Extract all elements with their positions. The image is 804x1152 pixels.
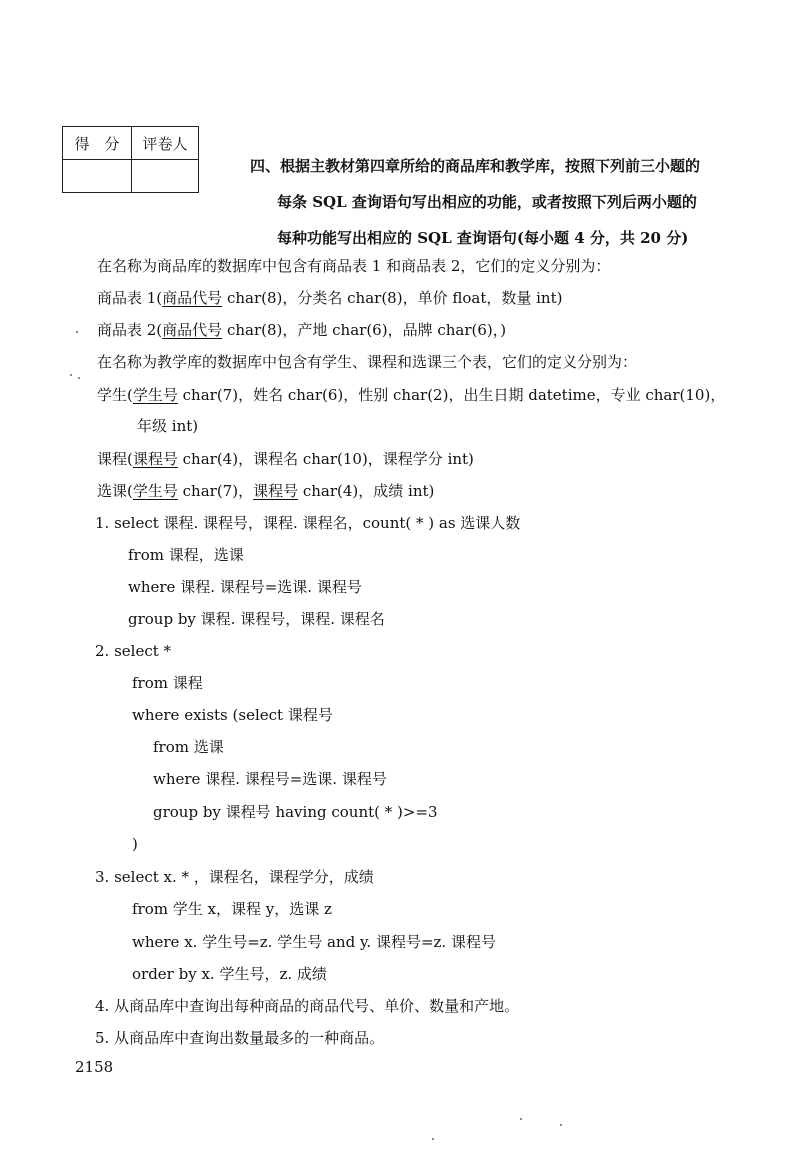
q1-line-3: where 课程. 课程号=选课. 课程号 [128,578,362,596]
q3-line-1: 3. select x. * ，课程名，课程学分，成绩 [95,868,374,886]
q3-line-4: order by x. 学生号，z. 成绩 [132,965,327,983]
course-table-def [97,449,474,469]
q2-line-5: where 课程. 课程号=选课. 课程号 [153,770,387,788]
q2-line-7: ) [132,835,138,853]
student-table-cont: 年级 int) [137,417,199,435]
score-cell [63,160,132,193]
q2-line-6: group by 课程号 having count( * )>=3 [153,803,438,821]
scan-speck [432,1138,434,1140]
grader-cell [132,160,199,193]
table1-prefix: 商品表 1( [97,289,163,307]
scan-speck [560,1124,562,1126]
course-key: 课程号 [132,450,178,468]
selection-rest: char(4)，成绩 int) [298,482,435,500]
heading-line-2: 每条 SQL 查询语句写出相应的功能，或者按照下列后两小题的 [277,193,697,211]
q5-text: 5. 从商品库中查询出数量最多的一种商品。 [95,1029,385,1047]
scan-speck [78,377,80,379]
q1-line-1: 1. select 课程. 课程号，课程. 课程名，count( * ) as 选课人数 [95,514,521,532]
q1-line-2: from 课程，选课 [128,546,244,564]
q3-line-2: from 学生 x，课程 y，选课 z [132,900,332,918]
heading-line-3: 每种功能写出相应的 SQL 查询语句(每小题 4 分，共 20 分) [277,229,689,247]
table2-rest: char(8)，产地 char(6)，品牌 char(6)，) [222,321,507,339]
q2-line-2: from 课程 [132,674,203,692]
q2-line-1: 2. select * [95,642,172,660]
q3-line-3: where x. 学生号=z. 学生号 and y. 课程号=z. 课程号 [132,933,496,951]
course-prefix: 课程( [97,450,133,468]
table2-key: 商品代号 [162,321,223,339]
page-number: 2158 [75,1058,114,1076]
table1-key: 商品代号 [162,289,223,307]
student-rest: char(7)，姓名 char(6)，性别 char(2)，出生日期 datetime，专业 char(10)， [177,386,726,404]
scan-speck [76,331,78,333]
selection-key-1: 学生号 [132,482,178,500]
score-label: 得 分 [63,127,132,160]
q1-line-4: group by 课程. 课程号，课程. 课程名 [128,610,385,628]
intro-goods-db: 在名称为商品库的数据库中包含有商品表 1 和商品表 2，它们的定义分别为： [97,257,611,275]
selection-prefix: 选课( [97,482,133,500]
grader-label: 评卷人 [132,127,199,160]
goods-table-1-def [97,288,562,308]
heading-line-1: 四、根据主教材第四章所给的商品库和教学库，按照下列前三小题的 [250,157,701,175]
scan-speck [520,1118,522,1120]
section-heading [250,148,750,256]
selection-key-2: 课程号 [253,482,299,500]
intro-teaching-db: 在名称为教学库的数据库中包含有学生、课程和选课三个表，它们的定义分别为： [97,353,638,371]
student-key: 学生号 [132,386,178,404]
q2-line-4: from 选课 [153,738,224,756]
student-table-def [97,385,725,405]
q2-line-3: where exists (select 课程号 [132,706,333,724]
q4-text: 4. 从商品库中查询出每种商品的商品代号、单价、数量和产地。 [95,997,520,1015]
scan-speck [70,374,72,376]
selection-mid: char(7)， [177,482,254,500]
score-box [62,126,199,193]
student-prefix: 学生( [97,386,133,404]
course-rest: char(4)，课程名 char(10)，课程学分 int) [177,450,474,468]
selection-table-def [97,481,434,501]
table2-prefix: 商品表 2( [97,321,163,339]
goods-table-2-def [97,320,506,340]
table1-rest: char(8)，分类名 char(8)，单价 float，数量 int) [222,289,563,307]
